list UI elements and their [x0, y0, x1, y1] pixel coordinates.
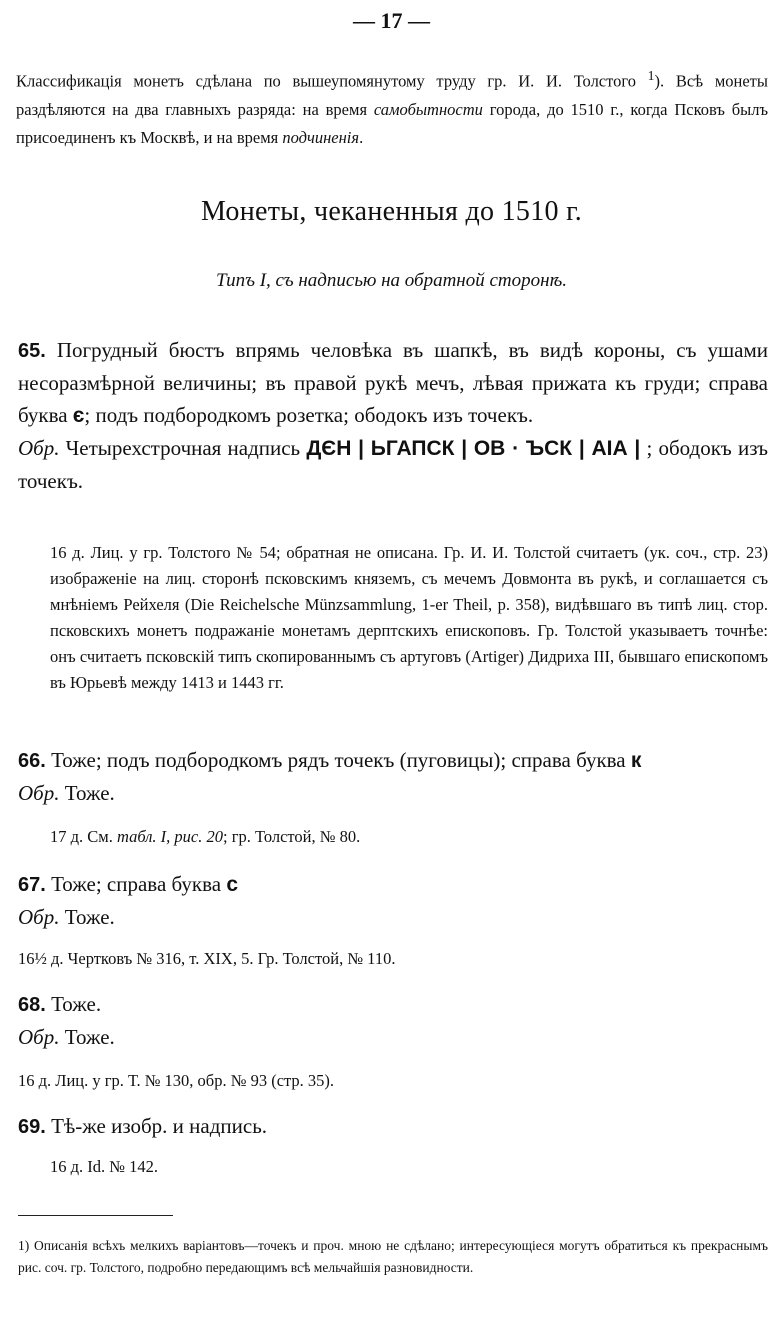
entry-description: [18, 744, 768, 777]
intro-paragraph: [16, 62, 768, 152]
note-text: 17 д. См.: [50, 827, 117, 846]
reverse-text: Тоже.: [59, 905, 115, 929]
entry-text: ; подъ подбородкомъ розетка; ободокъ изъ точекъ.: [84, 403, 534, 427]
entry-note: 16 д. Лиц. у гр. Т. № 130, обр. № 93 (стр. 35).: [18, 1071, 335, 1090]
intro-text: .: [359, 127, 364, 147]
entry-text: Тоже; подъ подбородкомъ рядъ точекъ (пуговицы); справа буква: [51, 748, 631, 772]
footnote: [18, 1235, 768, 1279]
entry-reverse: [18, 901, 768, 933]
entry-note: 16½ д. Чертковъ № 316, т. XIX, 5. Гр. Толстой, № 110.: [18, 949, 396, 968]
entry-description: [18, 988, 768, 1021]
footnote-divider: [18, 1215, 173, 1216]
obverse-label: Обр.: [18, 781, 60, 805]
footnote-text: Описанія всѣхъ мелкихъ варіантовъ—точекъ и проч. мною не сдѣлано; интересующіеся могутъ обратиться къ прекраснымъ рис. соч. гр. Толстого, подробно передающимъ всѣ мельчайшія разновидности.: [18, 1238, 768, 1275]
entry-number: 67.: [18, 874, 46, 896]
entry-description: [18, 334, 768, 432]
entry-note: 16 д. Лиц. у гр. Толстого № 54; обратная не описана. Гр. И. И. Толстой считаетъ (ук. соч., стр. 23) изображеніе на лиц. сторонѣ псковскимъ княземъ, съ мечемъ Довмонта въ рукѣ, и соглашается съ мнѣніемъ Рейхеля (Die Reichelsche Münzsammlung, 1-er Theil, p. 358), видѣвшаго въ типѣ лиц. стор. псковскихъ монетъ подражаніе монетамъ дерптскихъ епископовъ. Гр. Толстой указываетъ точнѣе: онъ считаетъ псковскій типъ скопированнымъ съ артуговъ (Artiger) Дидриха III, бывшаго епископомъ въ Юрьевѣ между 1413 и 1443 гг.: [50, 543, 768, 692]
catalog-entry-68: [18, 988, 768, 1053]
catalog-entry-69: [18, 1110, 768, 1143]
catalog-entry-66: [18, 744, 768, 809]
entry-letter: к: [630, 749, 642, 772]
reverse-text: Тоже.: [59, 1025, 115, 1049]
entry-number: 65.: [18, 340, 46, 362]
entry-description: [18, 1110, 768, 1143]
catalog-entry-67: [18, 868, 768, 933]
entry-text: Погрудный бюстъ впрямь человѣка въ шапкѣ, въ видѣ короны, съ ушами несоразмѣрной величины; въ правой рукѣ мечъ, лѣвая прижата къ груди; справа буква: [18, 338, 768, 427]
reverse-text: Четырехстрочная надпись: [59, 436, 307, 460]
section-heading: Монеты, чеканенныя до 1510 г.: [200, 196, 583, 227]
entry-number: 69.: [18, 1116, 46, 1138]
entry-text: Тѣ-же изобр. и надпись.: [51, 1114, 268, 1138]
entry-description: [18, 868, 768, 901]
reverse-text: ; ободокъ изъ точекъ.: [18, 436, 769, 493]
reverse-text: Тоже.: [59, 781, 115, 805]
entry-letter: є: [72, 404, 85, 427]
entry-letter: с: [226, 873, 238, 896]
page-number: — 17 —: [353, 8, 430, 33]
entry-reverse: [18, 1021, 768, 1053]
obverse-label: Обр.: [18, 1025, 60, 1049]
entry-note: 16 д. Id. № 142.: [50, 1157, 159, 1176]
inscription: ДЄН | ЬГАПСК | ОВ · ЪСК | АІА |: [306, 437, 641, 460]
obverse-label: Обр.: [18, 905, 60, 929]
intro-italic: подчиненія: [282, 127, 360, 147]
footnote-mark: 1): [18, 1238, 30, 1253]
entry-number: 66.: [18, 750, 46, 772]
entry-number: 68.: [18, 994, 46, 1016]
entry-text: Тоже.: [51, 992, 102, 1016]
footnote-ref: 1: [647, 68, 655, 83]
intro-text: города, до 1510 г., когда Псковъ былъ присоединенъ къ Москвѣ, и на время: [16, 99, 768, 147]
intro-text: ). Всѣ монеты раздѣляются на два главныхъ разряда: на время: [16, 71, 768, 119]
note-text: ; гр. Толстой, № 80.: [223, 827, 361, 846]
entry-reverse: [18, 777, 768, 809]
note-italic: табл. I, рис. 20: [116, 827, 223, 846]
catalog-entry-65: [18, 334, 768, 497]
intro-text: Классификація монетъ сдѣлана по вышеупомянутому труду гр. И. И. Толстого: [16, 71, 648, 91]
entry-note: [50, 824, 768, 850]
intro-italic: самобытности: [373, 99, 483, 119]
section-subheading: Типъ I, съ надписью на обратной сторонѣ.: [216, 270, 567, 291]
entry-reverse: [18, 432, 768, 497]
entry-text: Тоже; справа буква: [51, 872, 227, 896]
obverse-label: Обр.: [18, 436, 60, 460]
